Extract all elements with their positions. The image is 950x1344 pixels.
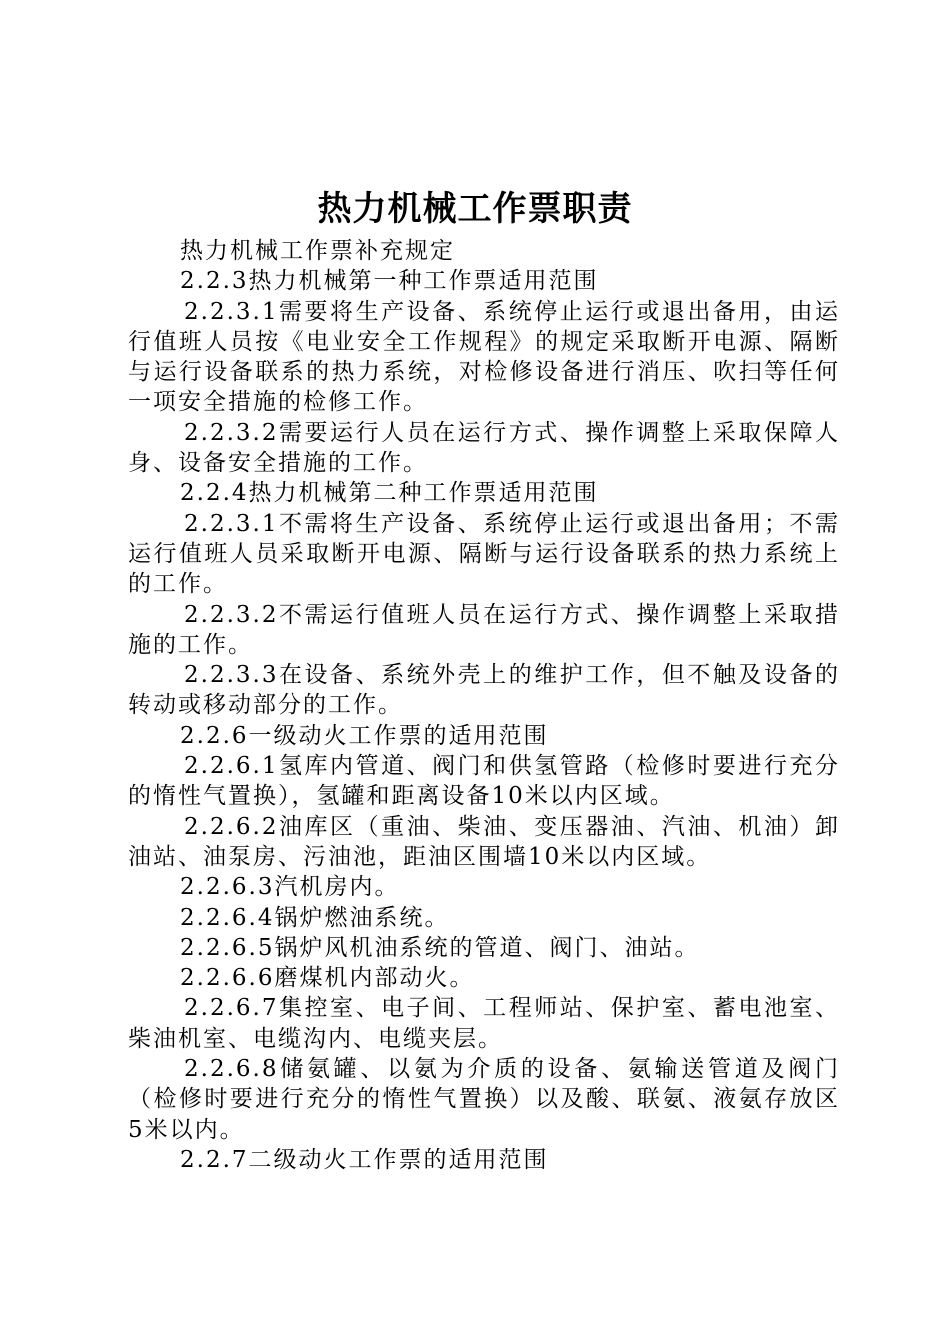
document-title: 热力机械工作票职责 [317,189,633,229]
paragraph-section-2-2-6: 2.2.6一级动火工作票的适用范围 [180,722,549,749]
paragraph-section-2-2-4: 2.2.4热力机械第二种工作票适用范围 [180,480,599,507]
paragraph-2-2-6-7: 2.2.6.7集控室、电子间、工程师站、保护室、蓄电池室、柴油机室、电缆沟内、电缆夹层。 [128,995,840,1052]
paragraph-2-2-6-5: 2.2.6.5锅炉风机油系统的管道、阀门、油站。 [180,934,700,961]
document-body [128,236,840,1175]
paragraph-2-2-6-3: 2.2.6.3汽机房内。 [180,874,400,901]
paragraph-2-2-3-1-second: 2.2.3.1不需将生产设备、系统停止运行或退出备用；不需运行值班人员采取断开电源、隔断与运行设备联系的热力系统上的工作。 [128,510,840,598]
paragraph-2-2-6-6: 2.2.6.6磨煤机内部动火。 [180,965,475,992]
paragraph-2-2-6-1: 2.2.6.1氢库内管道、阀门和供氢管路（检修时要进行充分的惰性气置换），氢罐和距离设备10米以内区域。 [128,753,840,810]
paragraph-2-2-6-4: 2.2.6.4锅炉燃油系统。 [180,904,450,931]
paragraph-supplement-heading: 热力机械工作票补充规定 [180,238,455,264]
paragraph-section-2-2-7: 2.2.7二级动火工作票的适用范围 [180,1146,549,1173]
paragraph-2-2-6-2: 2.2.6.2油库区（重油、柴油、变压器油、汽油、机油）卸油站、油泵房、污油池，距油区围墙10米以内区域。 [128,813,840,870]
paragraph-section-2-2-3: 2.2.3热力机械第一种工作票适用范围 [180,268,599,295]
paragraph-2-2-3-2-second: 2.2.3.2不需运行值班人员在运行方式、操作调整上采取措施的工作。 [128,601,840,658]
paragraph-2-2-3-2-first: 2.2.3.2需要运行人员在运行方式、操作调整上采取保障人身、设备安全措施的工作。 [128,419,840,477]
paragraph-2-2-3-1-first: 2.2.3.1需要将生产设备、系统停止运行或退出备用，由运行值班人员按《电业安全工作规程》的规定采取断开电源、隔断与运行设备联系的热力系统，对检修设备进行消压、吹扫等任何一项安全措施的检修工作。 [128,298,840,416]
paragraph-2-2-6-8: 2.2.6.8储氨罐、以氨为介质的设备、氨输送管道及阀门（检修时要进行充分的惰性气置换）以及酸、联氨、液氨存放区5米以内。 [128,1056,840,1143]
paragraph-2-2-3-3: 2.2.3.3在设备、系统外壳上的维护工作，但不触及设备的转动或移动部分的工作。 [128,662,840,719]
